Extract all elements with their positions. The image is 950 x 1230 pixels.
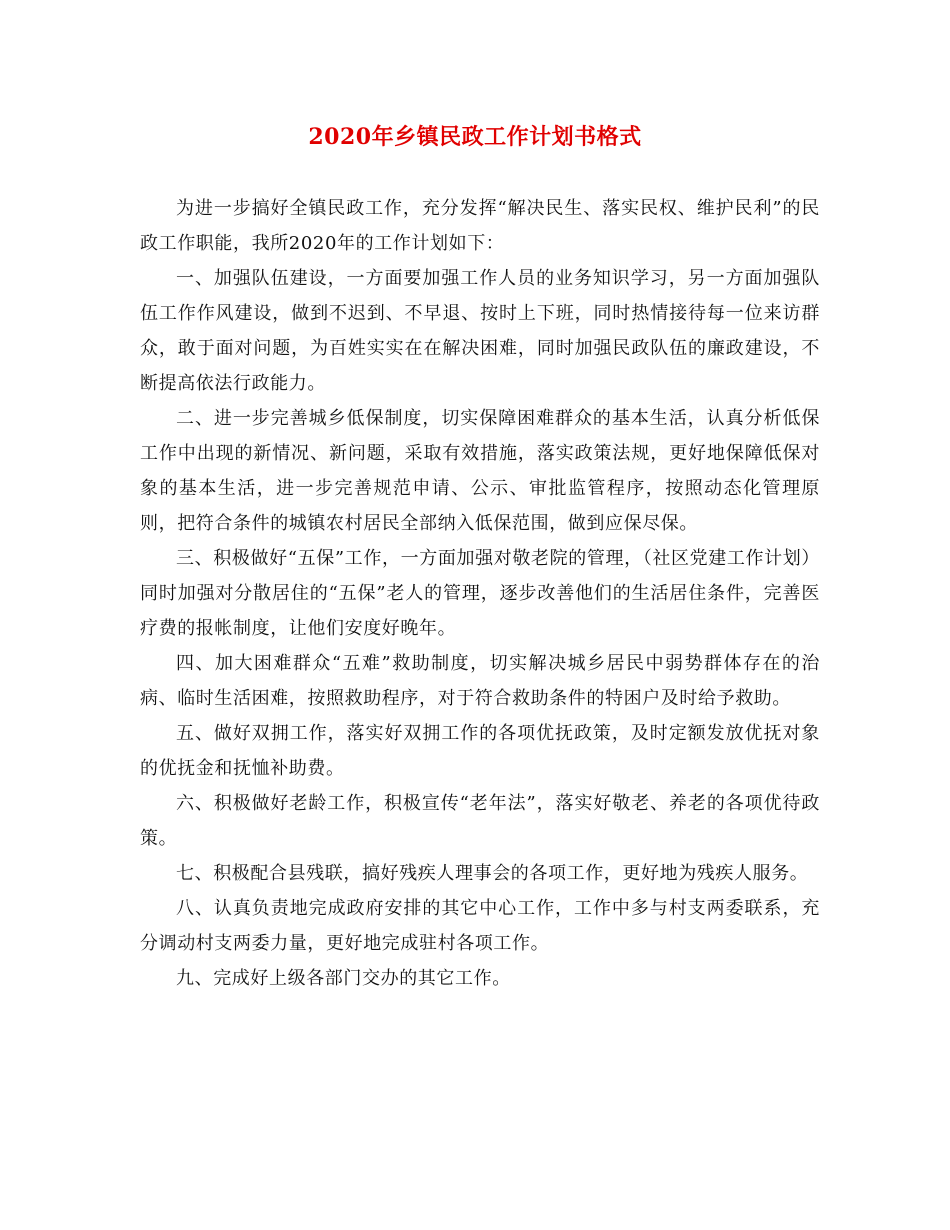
intro-paragraph: 为进一步搞好全镇民政工作，充分发挥“解决民生、落实民权、维护民利”的民政工作职能，我所2020年的工作计划如下： — [140, 198, 820, 254]
item-8-paragraph: 八、认真负责地完成政府安排的其它中心工作，工作中多与村支两委联系，充分调动村支两委力量，更好地完成驻村各项工作。 — [140, 898, 820, 954]
item-3-paragraph: 三、积极做好“五保”工作，一方面加强对敬老院的管理，（社区党建工作计划）同时加强对分散居住的“五保”老人的管理，逐步改善他们的生活居住条件，完善医疗费的报帐制度，让他们安度好晚年。 — [140, 548, 820, 639]
item-4-paragraph: 四、加大困难群众“五难”救助制度，切实解决城乡居民中弱势群体存在的治病、临时生活困难，按照救助程序，对于符合救助条件的特困户及时给予救助。 — [140, 653, 820, 709]
item-9-paragraph: 九、完成好上级各部门交办的其它工作。 — [176, 968, 511, 989]
document-title: 2020年乡镇民政工作计划书格式 — [308, 124, 642, 150]
item-6-paragraph: 六、积极做好老龄工作，积极宣传“老年法”，落实好敬老、养老的各项优待政策。 — [140, 793, 820, 849]
item-2-paragraph: 二、进一步完善城乡低保制度，切实保障困难群众的基本生活，认真分析低保工作中出现的新情况、新问题，采取有效措施，落实政策法规，更好地保障低保对象的基本生活，进一步完善规范申请、公示、审批监管程序，按照动态化管理原则，把符合条件的城镇农村居民全部纳入低保范围，做到应保尽保。 — [140, 408, 820, 534]
item-5-paragraph: 五、做好双拥工作，落实好双拥工作的各项优抚政策，及时定额发放优抚对象的优抚金和抚恤补助费。 — [140, 723, 820, 779]
item-7-paragraph: 七、积极配合县残联，搞好残疾人理事会的各项工作，更好地为残疾人服务。 — [176, 863, 809, 884]
item-1-paragraph: 一、加强队伍建设，一方面要加强工作人员的业务知识学习，另一方面加强队伍工作作风建设，做到不迟到、不早退、按时上下班，同时热情接待每一位来访群众，敢于面对问题，为百姓实实在在解决困难，同时加强民政队伍的廉政建设，不断提高依法行政能力。 — [140, 268, 820, 394]
document-body — [140, 191, 820, 996]
